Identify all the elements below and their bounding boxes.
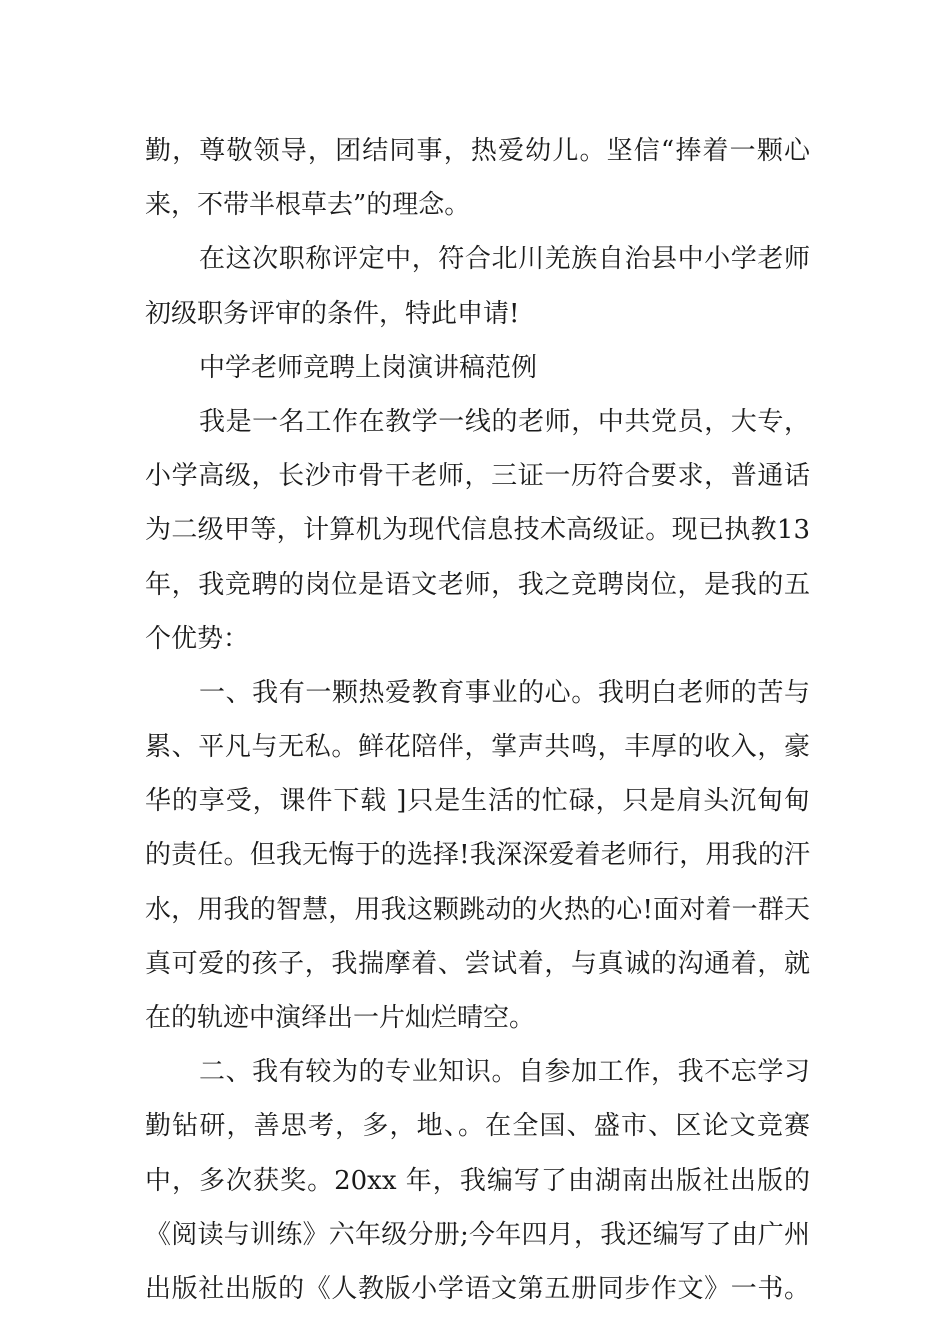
text-line: 为二级甲等，计算机为现代信息技术高级证。现已执教13 — [145, 515, 810, 546]
text-line: 年，我竞聘的岗位是语文老师，我之竞聘岗位，是我的五 — [145, 569, 810, 600]
document-body — [145, 124, 810, 1316]
text-line: 出版社出版的《人教版小学语文第五册同步作文》一书。 — [145, 1273, 810, 1304]
text-line: 的责任。但我无悔于的选择!我深深爱着老师行，用我的汗 — [145, 840, 810, 871]
text-line: 勤钻研，善思考，多，地、。在全国、盛市、区论文竞赛 — [145, 1111, 810, 1142]
text-line: 华的享受，课件下载 ]只是生活的忙碌，只是肩头沉甸甸 — [145, 786, 810, 817]
paragraph-first-line: 在这次职称评定中，符合北川羌族自治县中小学老师 — [199, 244, 810, 275]
text-line: 勤，尊敬领导，团结同事，热爱幼儿。坚信“捧着一颗心 — [145, 136, 810, 166]
paragraph-first-line: 我是一名工作在教学一线的老师，中共党员，大专， — [199, 406, 810, 437]
section-heading: 中学老师竞聘上岗演讲稿范例 — [199, 352, 538, 383]
text-line: 中，多次获奖。20xx 年，我编写了由湖南出版社出版的 — [145, 1165, 810, 1196]
text-line: 小学高级，长沙市骨干老师，三证一历符合要求，普通话 — [145, 461, 810, 492]
text-line: 累、平凡与无私。鲜花陪伴，掌声共鸣，丰厚的收入，豪 — [145, 732, 810, 763]
text-line: 《阅读与训练》六年级分册;今年四月，我还编写了由广州 — [145, 1219, 810, 1250]
text-line: 真可爱的孩子，我揣摩着、尝试着，与真诚的沟通着，就 — [145, 948, 810, 979]
text-line: 初级职务评审的条件，特此申请! — [145, 298, 520, 329]
text-line: 来，不带半根草去”的理念。 — [145, 190, 471, 221]
paragraph-first-line: 一、我有一颗热爱教育事业的心。我明白老师的苦与 — [199, 677, 810, 708]
paragraph-first-line: 二、我有较为的专业知识。自参加工作，我不忘学习 — [199, 1057, 810, 1088]
text-line: 在的轨迹中演绎出一片灿烂晴空。 — [145, 1003, 536, 1033]
text-line: 水，用我的智慧，用我这颗跳动的火热的心!面对着一群天 — [145, 894, 810, 925]
text-line: 个优势： — [145, 623, 250, 654]
